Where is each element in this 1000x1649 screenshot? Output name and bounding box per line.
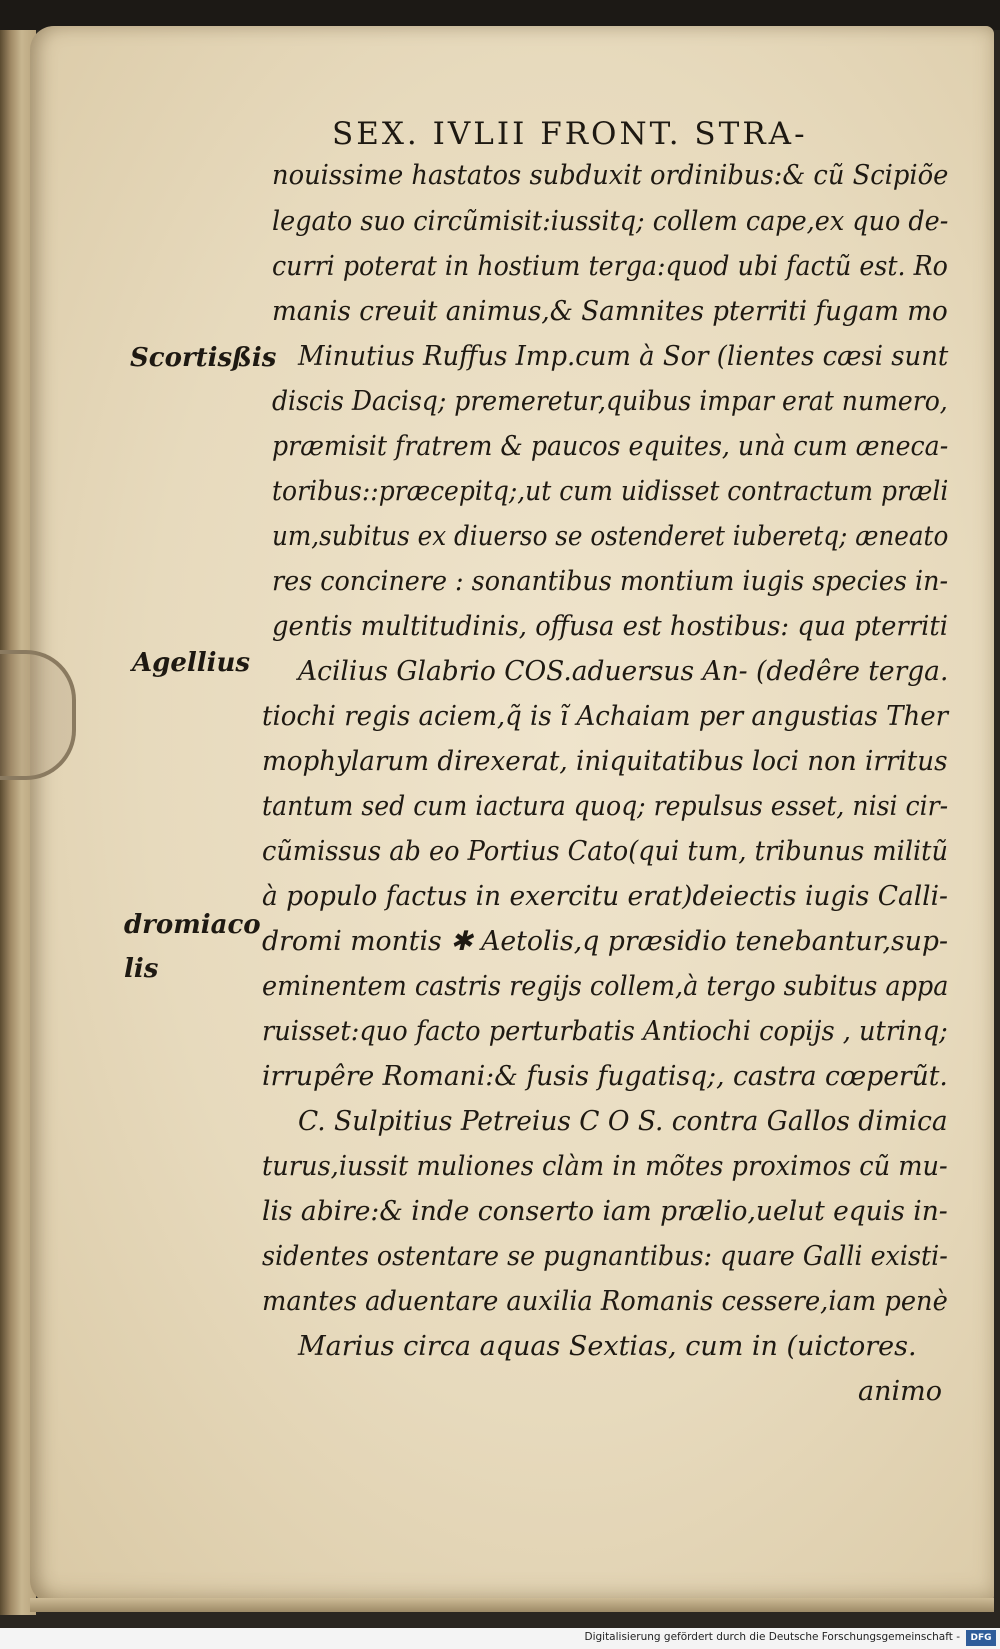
- text-line: Minutius Ruffus Imp.cum à Sor (lientes cæsi sunt: [298, 341, 949, 372]
- text-line: lis abire:& inde conserto iam prælio,uelut equis in-: [262, 1196, 948, 1227]
- running-header: SEX. IVLII FRONT. STRA-: [332, 116, 808, 152]
- text-line: legato suo circũmisit:iussitq; collem cape,ex quo de-: [272, 206, 949, 237]
- text-line: mophylarum direxerat, iniquitatibus loci non irritus: [262, 746, 948, 777]
- text-line: gentis multitudinis, offusa est hostibus: qua pterriti: [272, 611, 949, 642]
- text-line: sidentes ostentare se pugnantibus: quare Galli existi-: [262, 1241, 948, 1272]
- dfg-logo: DFG: [966, 1630, 996, 1646]
- text-line: discis Dacisq; premeretur,quibus impar erat numero,: [272, 386, 948, 417]
- text-line: Acilius Glabrio COS.aduersus An- (dedêre terga.: [298, 656, 949, 687]
- text-line: mantes aduentare auxilia Romanis cessere,iam penè: [262, 1286, 948, 1317]
- margin-note: dromiaco: [124, 910, 261, 940]
- text-line: irrupêre Romani:& fusis fugatisq;, castra cœperũt.: [262, 1061, 948, 1092]
- page-bottom-edge: [30, 1598, 994, 1612]
- text-line: tiochi regis aciem,q̃ is ĩ Achaiam per angustias Ther: [262, 701, 948, 732]
- text-line: manis creuit animus,& Samnites pterriti fugam mo: [272, 296, 948, 327]
- text-line: ruisset:quo facto perturbatis Antiochi copijs , utrinq;: [262, 1016, 948, 1047]
- text-line: cũmissus ab eo Portius Cato(qui tum, tribunus militũ: [262, 836, 948, 867]
- margin-note: lis: [124, 954, 159, 984]
- text-line: à populo factus in exercitu erat)deiectis iugis Calli-: [262, 881, 948, 912]
- text-line: Marius circa aquas Sextias, cum in (uictores.: [298, 1331, 917, 1362]
- text-line: eminentem castris regijs collem,à tergo subitus appa: [262, 971, 949, 1002]
- text-line: tantum sed cum iactura quoq; repulsus esset, nisi cir-: [262, 791, 949, 822]
- text-line: nouissime hastatos subduxit ordinibus:& cũ Scipiõe: [272, 160, 949, 191]
- book-clasp: [0, 650, 76, 780]
- catchword: animo: [858, 1376, 942, 1407]
- text-line: curri poterat in hostium terga:quod ubi factũ est. Ro: [272, 251, 948, 282]
- text-line: turus,iussit muliones clàm in mõtes proximos cũ mu-: [262, 1151, 948, 1182]
- text-line: res concinere : sonantibus montium iugis species in-: [272, 566, 949, 597]
- margin-note: Scortisßis: [130, 343, 277, 373]
- text-line: toribus::præcepitq;,ut cum uidisset contractum præli: [272, 476, 949, 507]
- text-line: C. Sulpitius Petreius C O S. contra Gallos dimica: [298, 1106, 948, 1137]
- margin-note: Agellius: [132, 648, 251, 678]
- text-line: præmisit fratrem & paucos equites, unà cum æneca-: [272, 431, 949, 462]
- text-line: dromi montis ✱ Aetolis,q præsidio tenebantur,sup-: [262, 926, 948, 957]
- footer-credit: Digitalisierung gefördert durch die Deutsche Forschungsgemeinschaft -: [584, 1631, 960, 1643]
- text-line: um,subitus ex diuerso se ostenderet iuberetq; æneato: [272, 521, 949, 552]
